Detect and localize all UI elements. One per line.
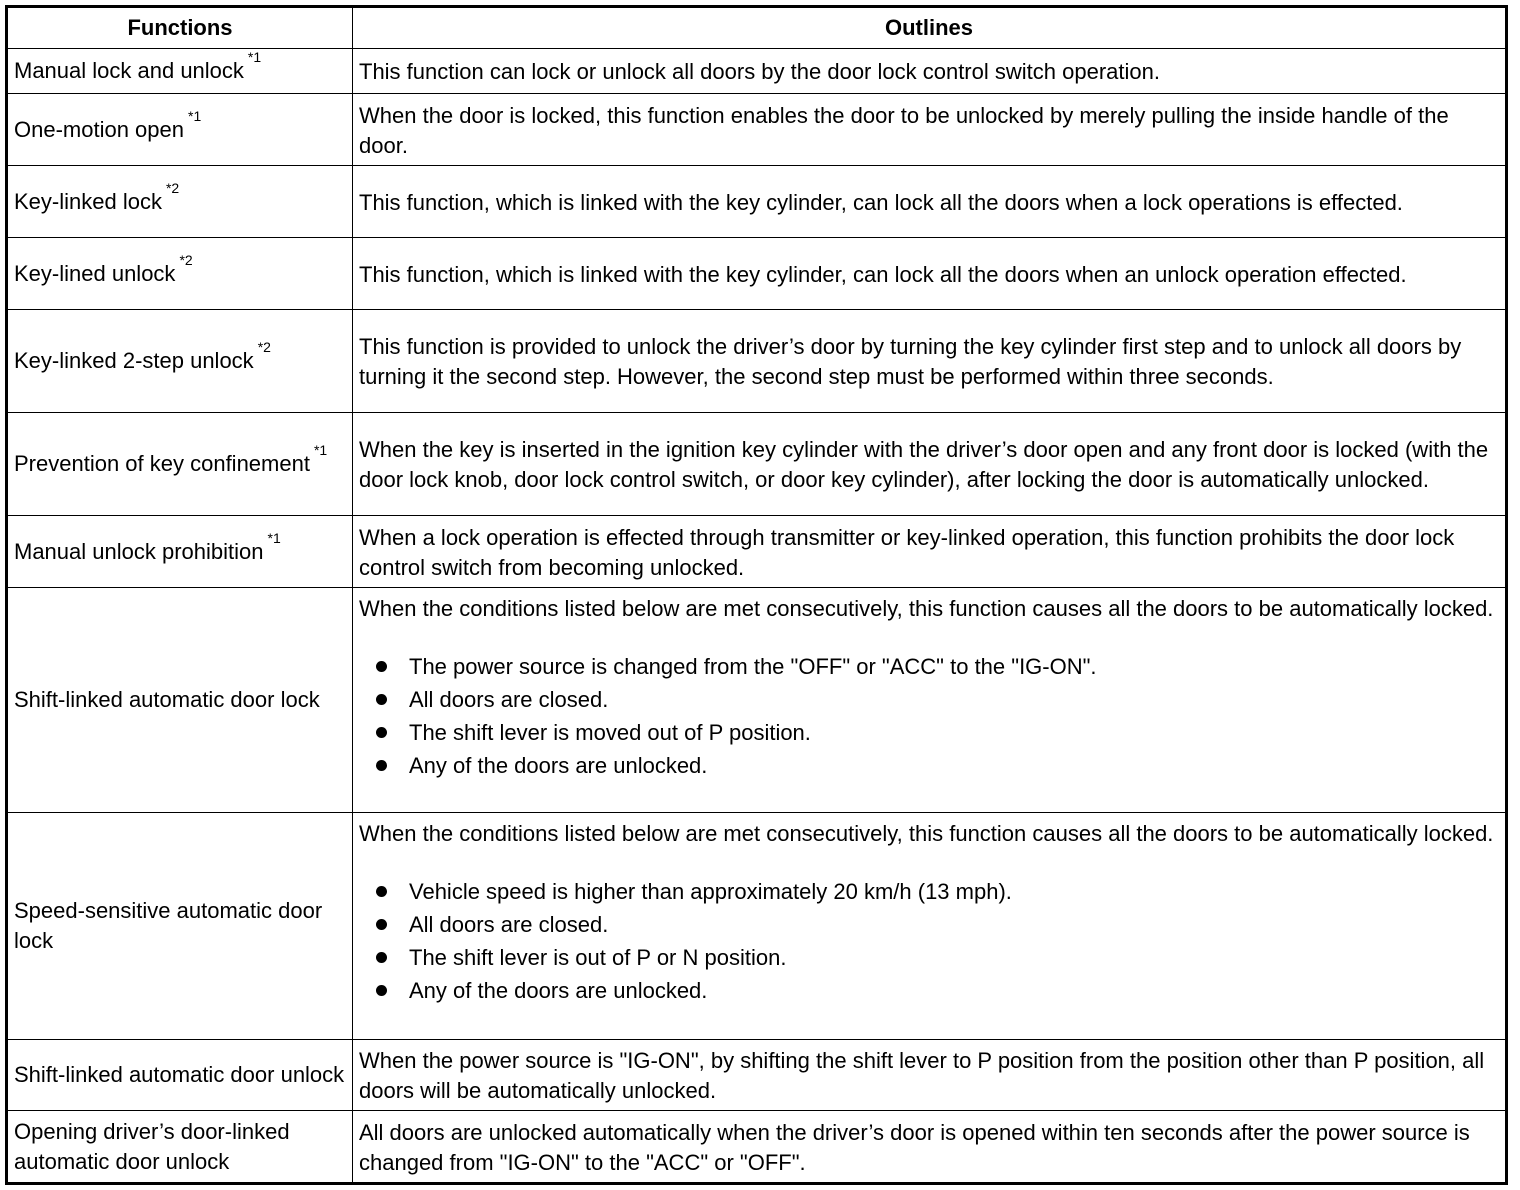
function-cell <box>7 1111 353 1184</box>
condition-text: All doors are closed. <box>409 912 609 937</box>
function-cell <box>7 588 353 813</box>
footnote-marker: *1 <box>313 442 328 458</box>
outline-cell <box>353 588 1507 813</box>
bullet-icon <box>376 661 387 672</box>
function-cell <box>7 94 353 166</box>
outline-cell <box>353 49 1507 94</box>
function-name: Opening driver’s door-linked automatic door unlock <box>14 1118 290 1174</box>
bullet-icon <box>376 727 387 738</box>
bullet-icon <box>376 760 387 771</box>
condition-item <box>359 941 1499 974</box>
function-cell <box>7 1040 353 1111</box>
function-cell <box>7 516 353 588</box>
outline-cell <box>353 166 1507 238</box>
table-row <box>7 588 1507 813</box>
function-name: Key-linked 2-step unlock <box>14 348 254 373</box>
function-name: Shift-linked automatic door lock <box>14 687 320 712</box>
condition-text: Any of the doors are unlocked. <box>409 978 708 1003</box>
function-cell <box>7 813 353 1040</box>
outline-text: When the conditions listed below are met consecutively, this function causes all the doors to be automatically locked. <box>359 821 1494 846</box>
condition-text: The shift lever is out of P or N position. <box>409 945 787 970</box>
outline-cell <box>353 413 1507 516</box>
condition-text: All doors are closed. <box>409 687 609 712</box>
function-name: Manual lock and unlock <box>14 58 244 83</box>
outline-text: When the key is inserted in the ignition key cylinder with the driver’s door open and any front door is locked (with the door lock knob, door lock control switch, or door key cylinder), after locking the door is automatically unlocked. <box>359 437 1489 492</box>
footnote-marker: *2 <box>179 251 193 268</box>
outline-text: When the power source is "IG-ON", by shifting the shift lever to P position from the position other than P position, all doors will be automatically unlocked. <box>359 1048 1485 1103</box>
outline-text: This function, which is linked with the key cylinder, can lock all the doors when an unlock operation effected. <box>359 261 1407 287</box>
condition-text: Any of the doors are unlocked. <box>409 753 708 778</box>
table-row <box>7 238 1507 310</box>
footnote-marker: *1 <box>267 529 281 546</box>
table-row <box>7 1111 1507 1184</box>
condition-item <box>359 875 1499 908</box>
function-name: Speed-sensitive automatic door lock <box>14 898 323 953</box>
header-row <box>7 7 1507 49</box>
table-row <box>7 516 1507 588</box>
bullet-icon <box>376 919 387 930</box>
condition-text: Vehicle speed is higher than approximately 20 km/h (13 mph). <box>409 879 1012 904</box>
function-cell <box>7 166 353 238</box>
bullet-icon <box>376 985 387 996</box>
outlines-header: Outlines <box>353 7 1507 49</box>
condition-text: The shift lever is moved out of P position. <box>409 720 811 745</box>
function-cell <box>7 413 353 516</box>
outline-text: All doors are unlocked automatically when the driver’s door is opened within ten seconds after the power source is changed from "IG-ON" to the "ACC" or "OFF". <box>359 1119 1470 1175</box>
outline-cell <box>353 310 1507 413</box>
outline-cell <box>353 1040 1507 1111</box>
condition-item <box>359 683 1499 716</box>
bullet-icon <box>376 886 387 897</box>
outline-cell <box>353 516 1507 588</box>
function-cell <box>7 238 353 310</box>
condition-text: The power source is changed from the "OFF" or "ACC" to the "IG-ON". <box>409 654 1097 679</box>
door-lock-functions-table <box>5 5 1508 1185</box>
outline-cell <box>353 813 1507 1040</box>
outline-cell <box>353 94 1507 166</box>
footnote-marker: *2 <box>165 179 180 196</box>
table-row <box>7 310 1507 413</box>
bullet-icon <box>376 694 387 705</box>
function-cell <box>7 310 353 413</box>
table-row <box>7 49 1507 94</box>
functions-header: Functions <box>7 7 353 49</box>
outline-text: When the conditions listed below are met consecutively, this function causes all the doors to be automatically locked. <box>359 596 1494 621</box>
condition-item <box>359 716 1499 749</box>
condition-item <box>359 974 1499 1007</box>
condition-list <box>359 875 1499 1007</box>
outline-text: When the door is locked, this function enables the door to be unlocked by merely pulling the inside handle of the door. <box>359 102 1449 158</box>
table-row <box>7 166 1507 238</box>
table-row <box>7 813 1507 1040</box>
function-name: One-motion open <box>14 116 184 142</box>
condition-item <box>359 650 1499 683</box>
outline-text: This function can lock or unlock all doors by the door lock control switch operation. <box>359 59 1160 84</box>
condition-item <box>359 908 1499 941</box>
outline-cell <box>353 238 1507 310</box>
function-name: Shift-linked automatic door unlock <box>14 1062 345 1087</box>
condition-list <box>359 650 1499 782</box>
table-row <box>7 94 1507 166</box>
table-row <box>7 413 1507 516</box>
outline-cell <box>353 1111 1507 1184</box>
bullet-icon <box>376 952 387 963</box>
condition-item <box>359 749 1499 782</box>
footnote-marker: *2 <box>257 339 271 355</box>
function-name: Prevention of key confinement <box>14 451 310 476</box>
function-name: Key-lined unlock <box>14 260 176 286</box>
table-row <box>7 1040 1507 1111</box>
function-name: Key-linked lock <box>14 188 162 214</box>
outline-text: When a lock operation is effected through transmitter or key-linked operation, this function prohibits the door lock control switch from becoming unlocked. <box>359 524 1455 580</box>
outline-text: This function is provided to unlock the driver’s door by turning the key cylinder first step and to unlock all doors by turning it the second step. However, the second step must be performed within three seconds. <box>359 334 1462 389</box>
footnote-marker: *1 <box>247 49 262 65</box>
function-name: Manual unlock prohibition <box>14 538 264 564</box>
function-cell <box>7 49 353 94</box>
footnote-marker: *1 <box>188 107 202 124</box>
outline-text: This function, which is linked with the key cylinder, can lock all the doors when a lock operations is effected. <box>359 189 1403 215</box>
